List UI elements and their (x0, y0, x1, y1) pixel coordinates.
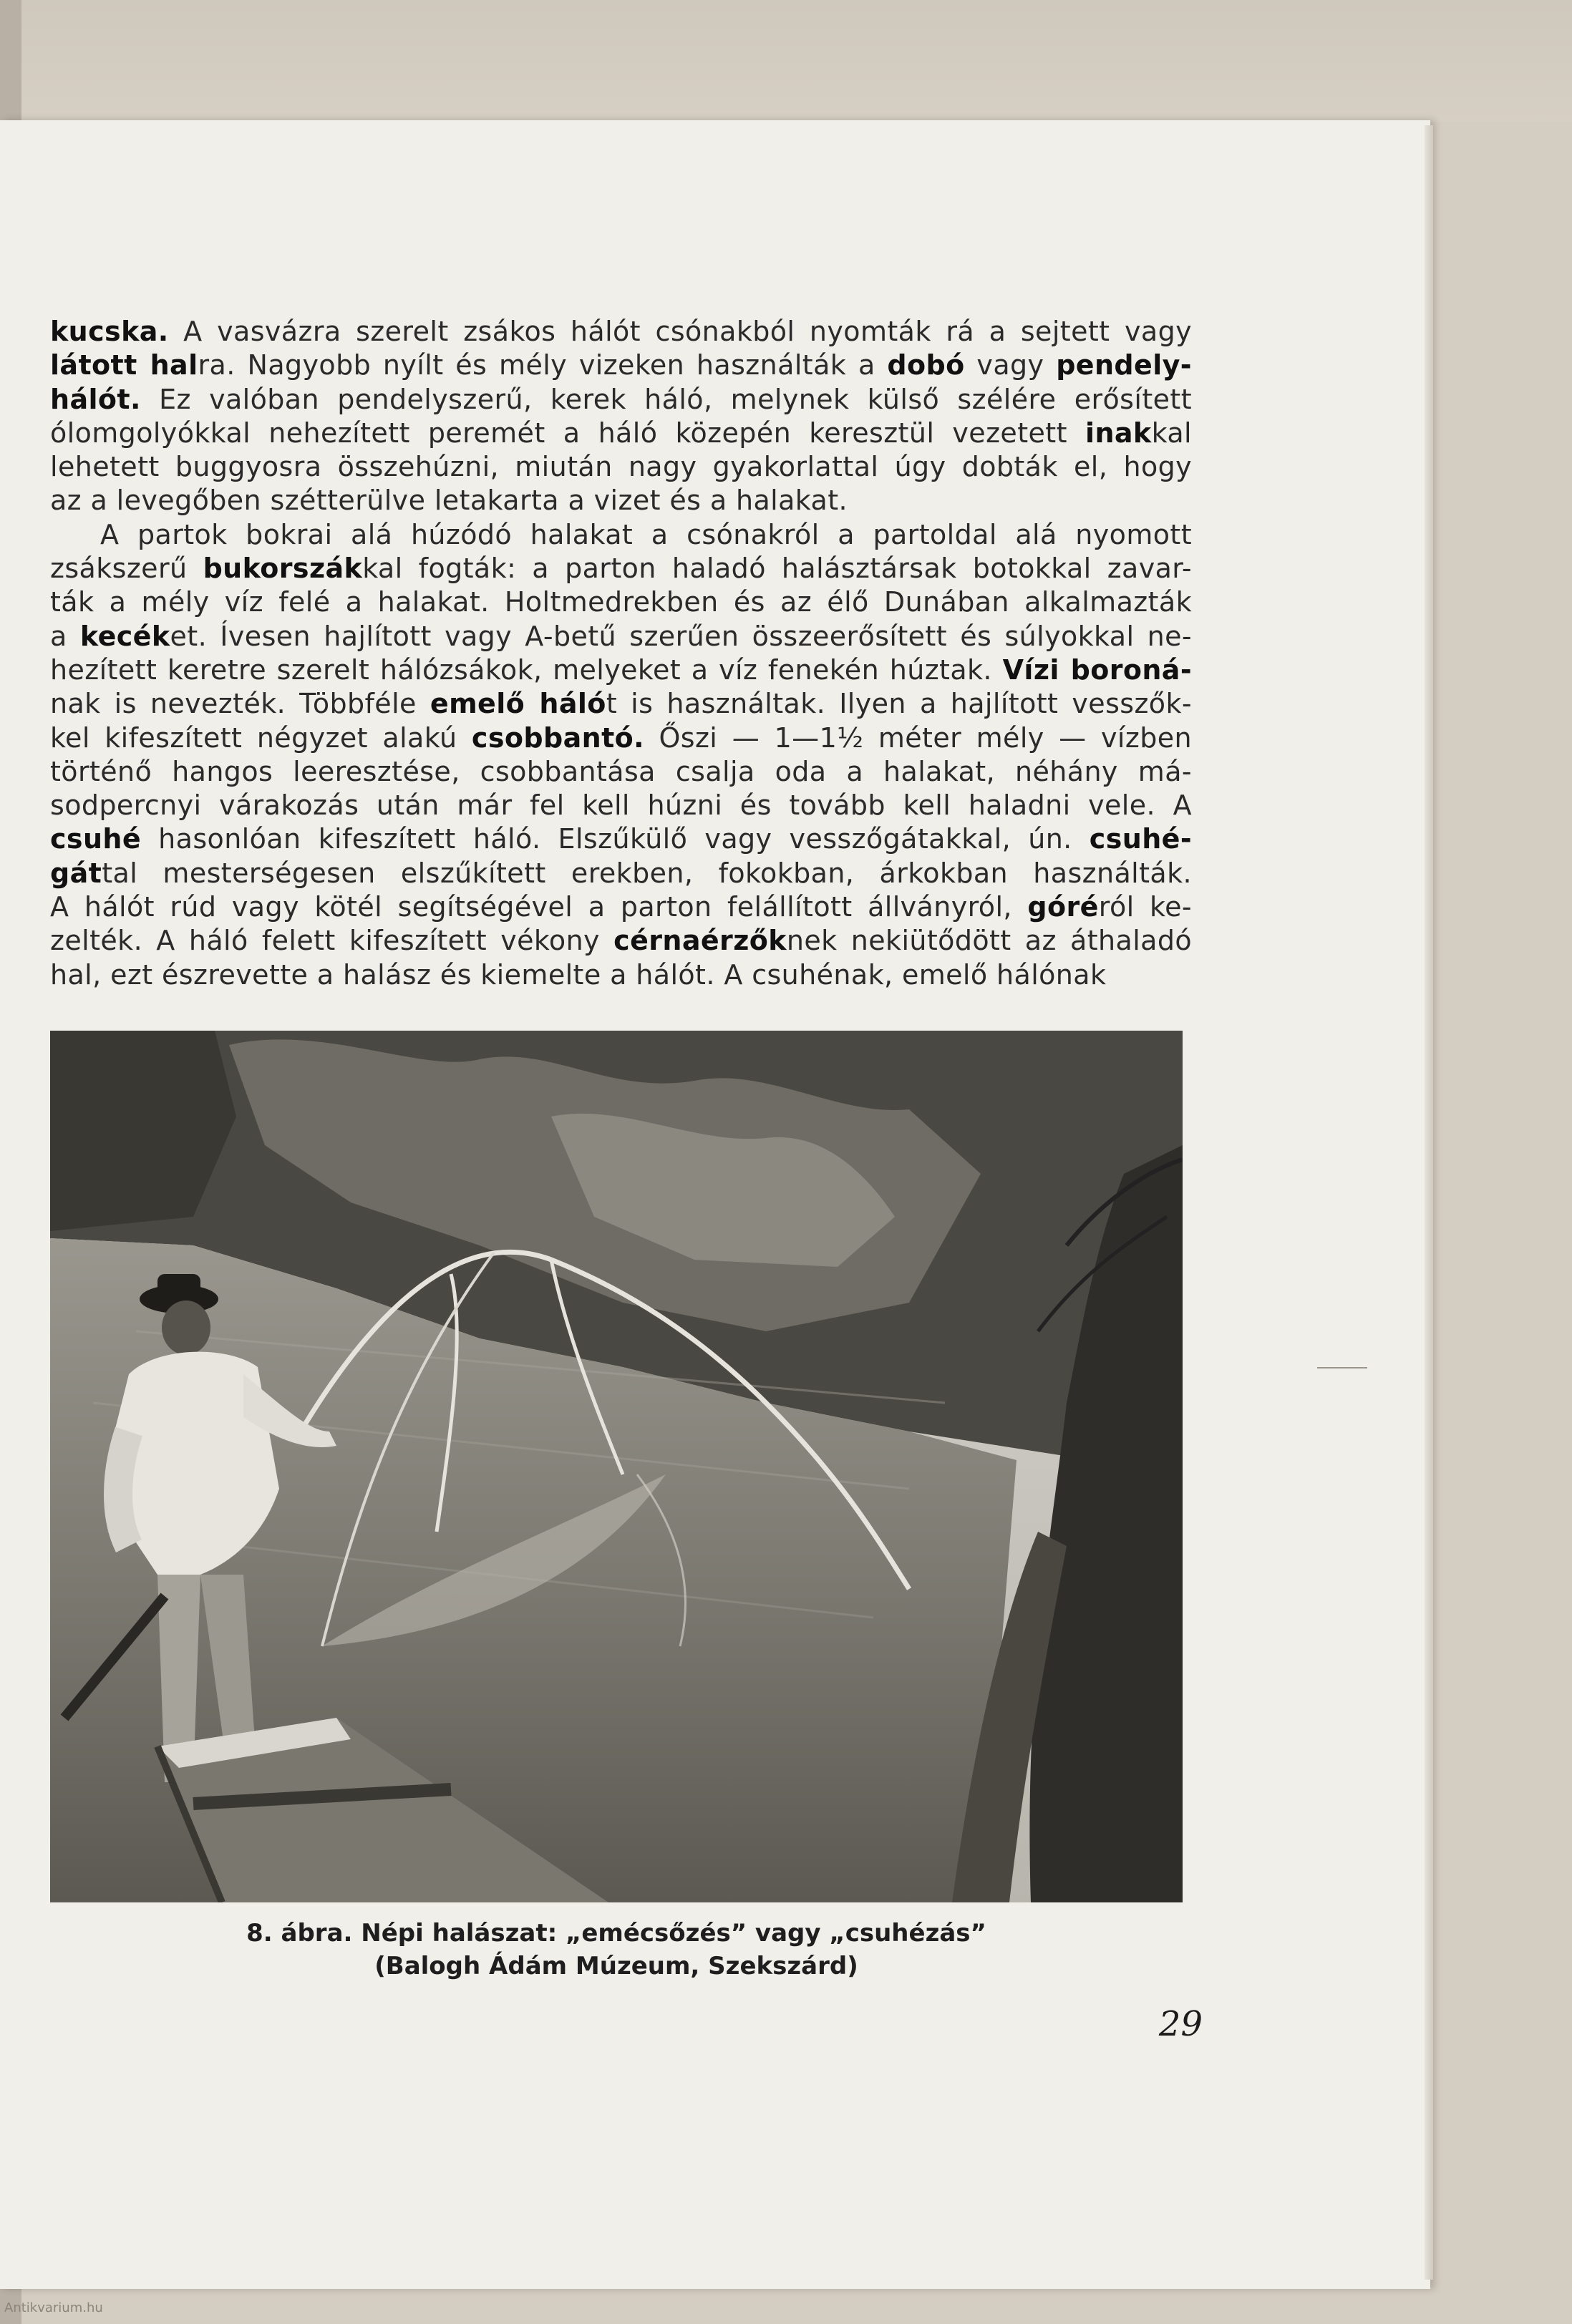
bold-term: csobbantó. (471, 721, 644, 754)
body-text (50, 315, 1192, 992)
text-line (50, 789, 1192, 822)
page-edge (1425, 125, 1433, 2280)
text-run: Ez valóban pendelyszerű, kerek háló, melynek külső szélére erősített (140, 383, 1192, 415)
text-line (50, 417, 1192, 450)
text-run: ólomgolyókkal nehezített peremét a háló közepén keresztül vezetett (50, 417, 1086, 449)
text-run: az a levegőben szétterülve letakarta a vizet és a halakat. (50, 485, 848, 517)
bold-term: kucska. (50, 316, 169, 347)
text-run: hezített keretre szerelt hálózsákok, melyeket a víz fenekén húztak. (50, 653, 1003, 686)
caption-line-1: 8. ábra. Népi halászat: „emécsőzés” vagy „csuhézás” (246, 1919, 986, 1948)
text-line (50, 755, 1192, 789)
text-run: A partok bokrai alá húzódó halakat a csónakról a partoldal alá nyomott (100, 518, 1192, 550)
text-line (50, 924, 1192, 958)
text-run: nek nekiütődött az áthaladó (786, 925, 1193, 957)
text-line (50, 484, 1192, 517)
text-line (50, 349, 1192, 382)
text-run: Őszi — 1—1½ méter mély — vízben (644, 721, 1192, 754)
text-run: kel kifeszített négyzet alakú (50, 721, 472, 754)
text-run: et. Ívesen hajlított vagy A-betű szerűen összeerősített és súlyokkal ne- (170, 620, 1193, 652)
figure-caption (50, 1917, 1183, 1983)
text-line (50, 383, 1192, 417)
text-run: sodpercnyi várakozás után már fel kell húzni és tovább kell haladni vele. A (50, 789, 1192, 822)
text-line (50, 585, 1192, 619)
text-run: a (50, 620, 80, 652)
bold-term: bukorszák (203, 553, 363, 585)
text-line (50, 857, 1192, 890)
fishing-photo (50, 1031, 1183, 1902)
text-line (50, 653, 1192, 687)
bold-term: Vízi boroná- (1002, 653, 1193, 686)
text-run: történő hangos leeresztése, csobbantása csalja oda a halakat, néhány má- (50, 755, 1192, 787)
backdrop (0, 0, 1572, 122)
text-run: zsákszerű (50, 553, 203, 585)
text-line (50, 620, 1192, 653)
margin-mark (1317, 1367, 1367, 1368)
bold-term: csuhé- (1089, 823, 1192, 855)
text-line (50, 552, 1192, 585)
text-line (50, 450, 1192, 484)
text-line (50, 687, 1192, 721)
bold-term: gát (50, 857, 102, 889)
watermark: Antikvarium.hu (4, 2300, 103, 2315)
text-run: nak is nevezték. Többféle (50, 688, 430, 720)
text-line (50, 890, 1192, 924)
caption-line-2: (Balogh Ádám Múzeum, Szekszárd) (374, 1952, 858, 1980)
text-line (50, 822, 1192, 856)
text-run: tal mesterségesen elszűkített erekben, fokokban, árkokban használták. (102, 857, 1192, 889)
text-run: kal fogták: a parton haladó halásztársak botokkal zavar- (362, 553, 1193, 585)
bold-term: góré (1027, 891, 1099, 923)
text-run: ra. Nagyobb nyílt és mély vizeken használták a (198, 349, 888, 381)
text-run: zelték. A háló felett kifeszített vékony (50, 925, 614, 957)
bold-term: kecék (79, 620, 170, 652)
bold-term: látott hal (50, 349, 198, 381)
text-run: hasonlóan kifeszített háló. Elszűkülő vagy vesszőgátakkal, ún. (141, 823, 1090, 855)
bold-term: inak (1085, 417, 1152, 449)
text-line (50, 315, 1192, 349)
page-number: 29 (1158, 2004, 1203, 2044)
text-run: kal (1151, 417, 1192, 449)
bold-term: cérnaérzők (613, 925, 787, 957)
text-run: t is használtak. Ilyen a hajlított vesszők- (606, 688, 1192, 720)
bold-term: csuhé (50, 823, 142, 855)
text-run: lehetett buggyosra összehúzni, miután nagy gyakorlattal úgy dobták el, hogy (50, 451, 1192, 483)
text-line (50, 721, 1192, 755)
text-run: A hálót rúd vagy kötél segítségével a parton felállított állványról, (50, 891, 1028, 923)
text-run: ról ke- (1098, 891, 1192, 923)
text-run: hal, ezt észrevette a halász és kiemelte a hálót. A csuhénak, emelő hálónak (50, 958, 1107, 991)
bold-term: dobó (887, 349, 965, 381)
bold-term: hálót. (50, 383, 141, 415)
bold-term: pendely- (1056, 349, 1192, 381)
bold-term: emelő háló (430, 688, 606, 720)
figure-photo (50, 1031, 1183, 1902)
text-run: vagy (964, 349, 1057, 381)
text-run: A vasvázra szerelt zsákos hálót csónakból nyomták rá a sejtett vagy (168, 316, 1192, 347)
text-line (50, 958, 1192, 992)
text-line (50, 518, 1192, 552)
text-run: ták a mély víz felé a halakat. Holtmedrekben és az élő Dunában alkalmazták (50, 586, 1192, 618)
